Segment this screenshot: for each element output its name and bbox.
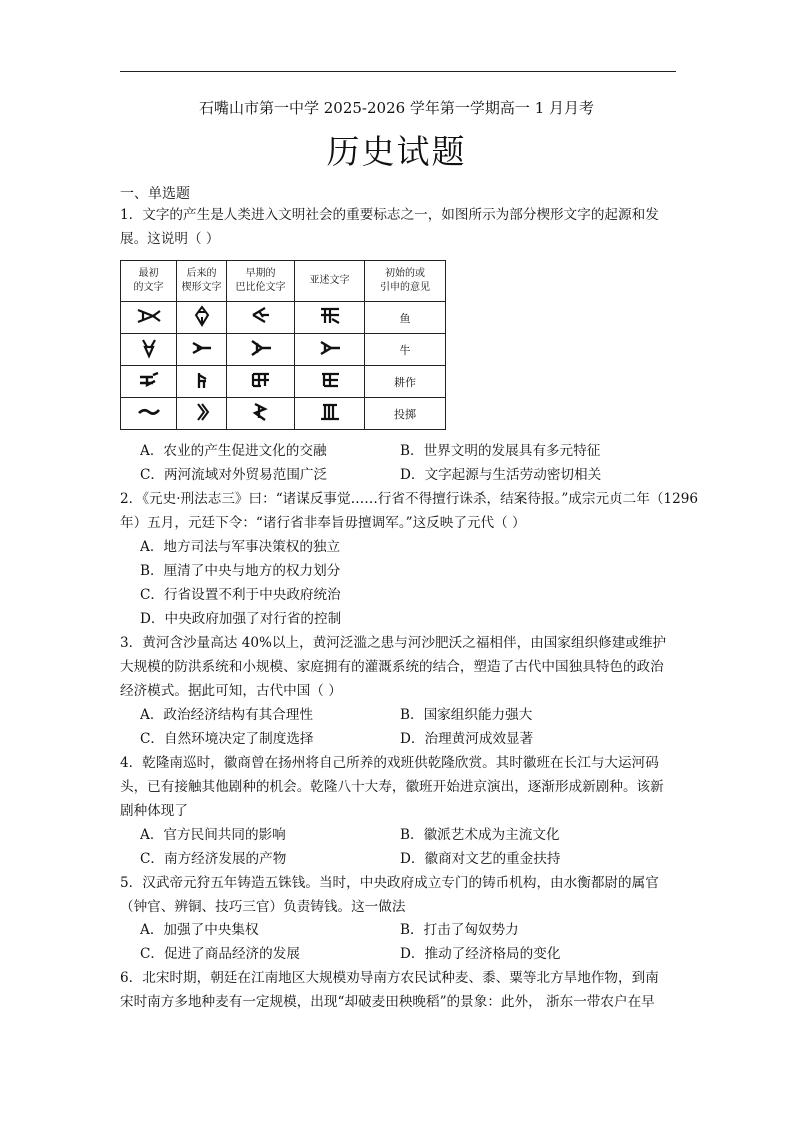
question-4-line-1: 4．乾隆南巡时，徽商曾在扬州将自己所养的戏班供乾隆欣赏。其时徽班在长江与大运河码: [120, 755, 659, 771]
question-4-stem: [120, 751, 680, 823]
throw-babylonian-icon: [247, 401, 275, 423]
question-1-option-c: C．两河流域对外贸易范围广泛: [140, 467, 328, 483]
question-6-stem: [120, 966, 680, 1014]
question-1-stem: [120, 203, 680, 251]
question-3-option-d: D．治理黄河成效显著: [400, 731, 534, 747]
fish-pictograph-icon: [135, 305, 163, 327]
ox-babylonian-icon: [247, 337, 275, 359]
question-6-line-1: 6．北宋时期，朝廷在江南地区大规模劝导南方农民试种麦、黍、粟等北方旱地作物，到南: [120, 970, 659, 986]
table-header-row: [121, 261, 446, 302]
question-3-option-b: B．国家组织能力强大: [400, 707, 533, 723]
question-1-option-b: B．世界文明的发展具有多元特征: [400, 443, 601, 459]
table-row: [121, 334, 446, 366]
question-4-line-3: 剧种体现了: [120, 803, 188, 819]
header-original-meaning: 初始的或 引申的意见: [365, 261, 446, 302]
question-3-line-3: 经济模式。据此可知，古代中国（ ）: [120, 683, 342, 699]
question-2-line-2: 年）五月，元廷下令：“诸行省非奉旨毋擅调军。”这反映了元代（ ）: [120, 515, 526, 531]
question-1-line-2: 展。这说明（ ）: [120, 231, 220, 247]
plow-pictograph-icon: [135, 369, 163, 391]
ox-assyrian-icon: [316, 337, 344, 359]
question-5-stem: [120, 871, 680, 919]
question-2-option-a: A．地方司法与军事决策权的独立: [140, 539, 341, 555]
question-2-option-d: D．中央政府加强了对行省的控制: [140, 611, 342, 627]
question-1-option-d: D．文字起源与生活劳动密切相关: [400, 467, 602, 483]
ox-pictograph-icon: [135, 337, 163, 359]
throw-cuneiform-late-icon: [188, 401, 216, 423]
question-5-option-a: A．加强了中央集权: [140, 922, 259, 938]
header-early-babylonian: 早期的 巴比伦文字: [227, 261, 295, 302]
question-5-line-1: 5．汉武帝元狩五年铸造五铢钱。当时，中央政府成立专门的铸币机构，由水衡都尉的属官: [120, 875, 659, 891]
question-5-option-d: D．推动了经济格局的变化: [400, 946, 561, 962]
question-4-option-a: A．官方民间共同的影响: [140, 827, 286, 843]
question-3-option-a: A．政治经济结构有其合理性: [140, 707, 313, 723]
cuneiform-evolution-table: [120, 260, 446, 430]
table-row: [121, 366, 446, 398]
meaning-cell: 牛: [365, 334, 446, 366]
question-6-line-2: 宋时南方多地种麦有一定规模，出现“却破麦田秧晚稻”的景象：此外， 浙东一带农户在早: [120, 994, 655, 1010]
throw-assyrian-icon: [316, 401, 344, 423]
fish-babylonian-icon: [247, 305, 275, 327]
exam-subtitle: 石嘴山市第一中学 2025-2026 学年第一学期高一 1 月月考: [198, 99, 595, 117]
question-2-line-1: 2．《元史·刑法志三》曰：“诸谋反事觉……行省不得擅行诛杀，结案待报。”成宗元贞二年（1296: [120, 491, 699, 507]
question-2-stem: [120, 487, 699, 535]
question-4-option-c: C．南方经济发展的产物: [140, 851, 287, 867]
ox-cuneiform-late-icon: [188, 337, 216, 359]
table-row: [121, 398, 446, 430]
question-3-line-2: 大规模的防洪系统和小规模、家庭拥有的灌溉系统的结合，塑造了古代中国独具特色的政治: [120, 659, 664, 675]
header-assyrian: 亚述文字: [295, 261, 365, 302]
question-3-line-1: 3．黄河含沙量高达 40%以上，黄河泛滥之患与河沙肥沃之福相伴，由国家组织修建或维护: [120, 635, 667, 651]
question-4-option-b: B．徽派艺术成为主流文化: [400, 827, 560, 843]
question-5-option-b: B．打击了匈奴势力: [400, 922, 519, 938]
question-3-stem: [120, 631, 680, 703]
question-1-line-1: 1．文字的产生是人类进入文明社会的重要标志之一，如图所示为部分楔形文字的起源和发: [120, 207, 659, 223]
section-title: 一、单选题: [120, 186, 190, 202]
question-3-option-c: C．自然环境决定了制度选择: [140, 731, 314, 747]
meaning-cell: 投掷: [365, 398, 446, 430]
question-2-option-b: B．厘清了中央与地方的权力划分: [140, 563, 341, 579]
meaning-cell: 耕作: [365, 366, 446, 398]
question-5-option-c: C．促进了商品经济的发展: [140, 946, 300, 962]
question-2-option-c: C．行省设置不利于中央政府统治: [140, 587, 341, 603]
header-earliest-writing: 最初 的文字: [121, 261, 177, 302]
question-5-line-2: （钟官、辨铜、技巧三官）负责铸钱。这一做法: [120, 899, 406, 915]
meaning-cell: 鱼: [365, 302, 446, 334]
question-4-line-2: 头，已有接触其他剧种的机会。乾隆八十大寿，徽班开始进京演出，逐渐形成新剧种。该新: [120, 779, 664, 795]
question-4-option-d: D．徽商对文艺的重金扶持: [400, 851, 561, 867]
plow-babylonian-icon: [247, 369, 275, 391]
fish-cuneiform-late-icon: [188, 305, 216, 327]
plow-assyrian-icon: [316, 369, 344, 391]
header-rule: [120, 71, 676, 72]
fish-assyrian-icon: [316, 305, 344, 327]
plow-cuneiform-late-icon: [188, 369, 216, 391]
question-1-option-a: A．农业的产生促进文化的交融: [140, 443, 327, 459]
throw-pictograph-icon: [135, 401, 163, 423]
header-later-cuneiform: 后来的 楔形文字: [177, 261, 227, 302]
table-row: [121, 302, 446, 334]
page-title: 历史试题: [326, 132, 467, 171]
